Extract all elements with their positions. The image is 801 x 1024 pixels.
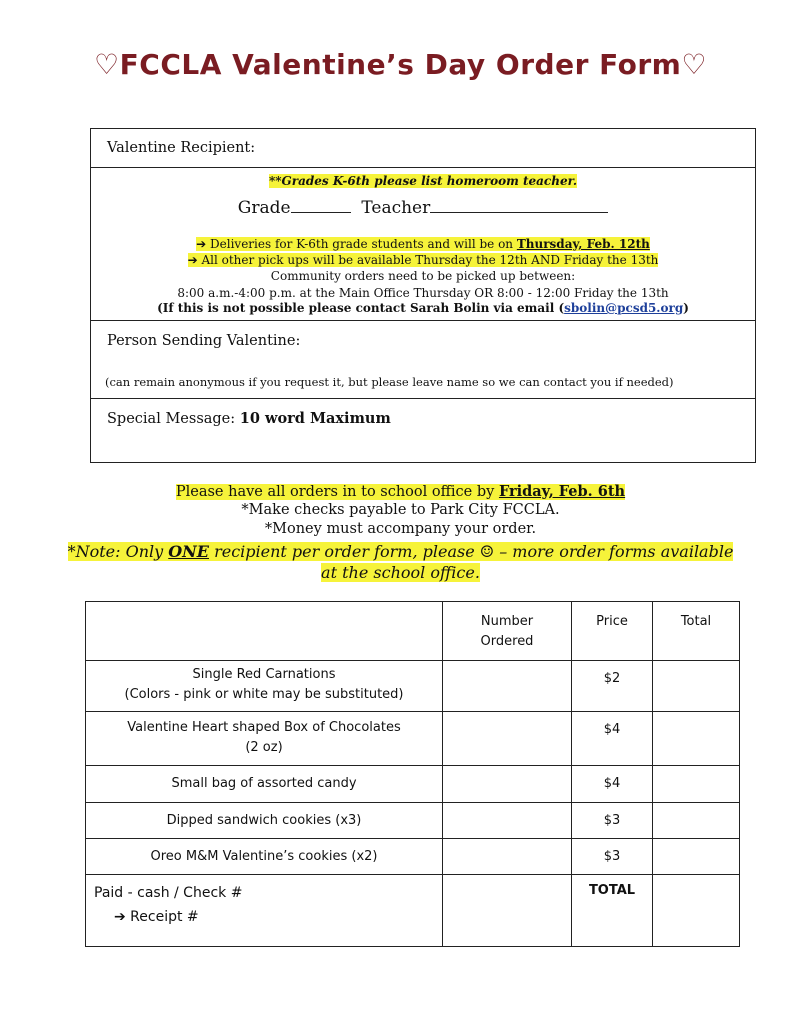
deadline-text: Please have all orders in to school office by — [175, 484, 499, 500]
recipient-row — [91, 129, 755, 168]
note-prefix: *Note: Only — [67, 542, 169, 561]
total-cell[interactable] — [653, 838, 740, 874]
note-line2: at the school office. — [321, 563, 480, 582]
deadline-date: Friday, Feb. 6th — [498, 483, 626, 500]
teacher-blank[interactable] — [430, 211, 608, 213]
quantity-cell[interactable] — [443, 838, 572, 874]
form-title: ♡FCCLA Valentine’s Day Order Form♡ — [94, 48, 707, 81]
receipt-label: ➔ Receipt # — [114, 908, 199, 925]
table-row — [86, 838, 740, 874]
checks-line: *Make checks payable to Park City FCCLA. — [241, 502, 560, 518]
table-row — [86, 712, 740, 766]
message-limit: 10 word Maximum — [239, 410, 391, 427]
header-number-ordered: Number Ordered — [480, 614, 534, 649]
community-line: Community orders need to be picked up between: — [270, 269, 576, 283]
message-row — [91, 399, 755, 462]
table-row — [86, 661, 740, 712]
recipient-label: Valentine Recipient: — [107, 140, 256, 156]
item-name: Oreo M&M Valentine’s cookies (x2) — [150, 848, 378, 864]
sender-label: Person Sending Valentine: — [107, 333, 301, 349]
note-emphasis: ONE — [168, 542, 209, 561]
total-cell[interactable] — [653, 766, 740, 802]
anonymous-note: (can remain anonymous if you request it, but please leave name so we can contact you if needed) — [105, 375, 674, 389]
item-price: $4 — [603, 722, 621, 738]
table-row — [86, 766, 740, 802]
note-suffix: recipient per order form, please ☺ – more order forms available — [209, 542, 734, 561]
total-label: TOTAL — [588, 882, 636, 898]
quantity-total-cell[interactable] — [443, 874, 572, 946]
total-cell[interactable] — [653, 712, 740, 766]
item-price: $4 — [603, 776, 621, 792]
quantity-cell[interactable] — [443, 766, 572, 802]
order-table — [85, 601, 740, 947]
payment-row — [86, 874, 740, 946]
item-name: Single Red Carnations — [192, 667, 336, 683]
pickup-line: ➔ All other pick ups will be available Thursday the 12th AND Friday the 13th — [187, 253, 659, 267]
grand-total-cell[interactable] — [653, 874, 740, 946]
item-name: Small bag of assorted candy — [171, 776, 357, 792]
recipient-box — [90, 128, 756, 463]
message-label: Special Message: — [107, 411, 240, 427]
paid-label: Paid - cash / Check # — [94, 884, 243, 901]
grades-note: **Grades K-6th please list homeroom teacher. — [269, 174, 577, 188]
grade-blank[interactable] — [291, 211, 351, 213]
item-price: $3 — [603, 812, 621, 828]
header-item — [86, 602, 443, 661]
item-name: Dipped sandwich cookies (x3) — [166, 812, 362, 828]
teacher-row — [91, 168, 755, 321]
item-price: $3 — [603, 848, 621, 864]
delivery-date: Thursday, Feb. 12th — [516, 237, 650, 251]
quantity-cell[interactable] — [443, 661, 572, 712]
item-detail: (Colors - pink or white may be substituted) — [124, 687, 404, 703]
total-cell[interactable] — [653, 802, 740, 838]
header-price: Price — [596, 614, 628, 629]
contact-email-link[interactable]: sbolin@pcsd5.org — [564, 301, 684, 315]
teacher-label: Teacher — [361, 198, 431, 218]
quantity-cell[interactable] — [443, 712, 572, 766]
header-total: Total — [680, 614, 712, 629]
item-price: $2 — [603, 671, 621, 687]
delivery-line: ➔ Deliveries for K-6th grade students and will be on — [196, 237, 517, 251]
contact-prefix: (If this is not possible please contact Sarah Bolin via email ( — [157, 301, 565, 315]
total-cell[interactable] — [653, 661, 740, 712]
table-row — [86, 802, 740, 838]
money-line: *Money must accompany your order. — [264, 521, 537, 537]
grade-label: Grade — [237, 198, 291, 218]
item-name: Valentine Heart shaped Box of Chocolates — [127, 720, 401, 736]
item-detail: (2 oz) — [245, 740, 283, 756]
sender-row — [91, 321, 755, 399]
contact-suffix: ) — [683, 301, 689, 315]
table-header-row — [86, 602, 740, 661]
hours-line: 8:00 a.m.-4:00 p.m. at the Main Office Thursday OR 8:00 - 12:00 Friday the 13th — [177, 286, 669, 300]
quantity-cell[interactable] — [443, 802, 572, 838]
